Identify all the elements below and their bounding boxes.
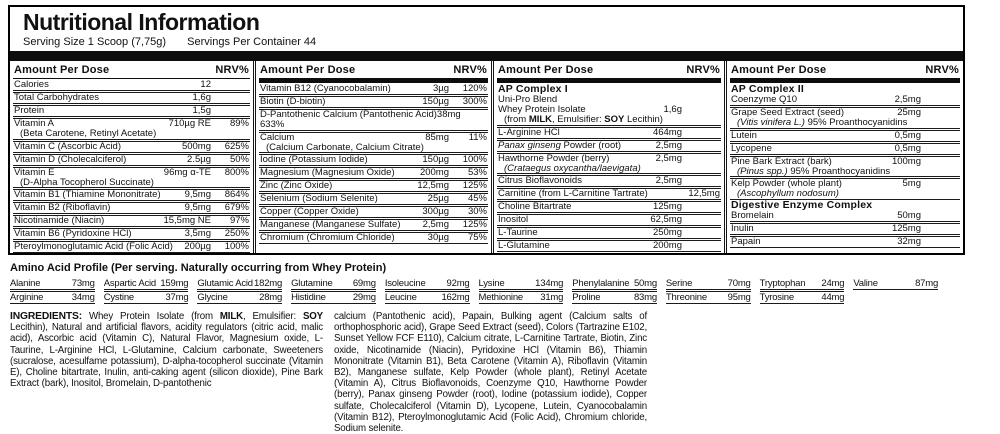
table-row	[730, 156, 960, 178]
amino-acid-row	[760, 291, 845, 304]
nutrient-name: Panax ginseng Powder (root)	[498, 139, 622, 151]
nutrient-amount: 5mg	[902, 178, 921, 189]
amino-acid-name: Valine	[853, 278, 878, 289]
amount-per-dose-header: Amount Per Dose	[731, 64, 827, 76]
nutrient-subtext: (Pinus spp.) 95% Proanthocyanidins	[737, 165, 891, 177]
amino-acid-row	[853, 278, 938, 290]
ingredients-text: Whey Protein Isolate (from	[82, 311, 220, 322]
nutrient-amount: 15,5mg NE	[163, 215, 211, 226]
nutrient-name: Calories	[14, 79, 49, 90]
amino-acid-value: 162mg	[441, 292, 470, 303]
amino-acid-name: Leucine	[384, 292, 417, 303]
nutrient-name: Calcium	[260, 131, 295, 143]
table-row	[497, 105, 721, 126]
amino-acid-row	[197, 278, 282, 290]
table-row	[13, 202, 250, 214]
nutrient-name: Magnesium (Magnesium Oxide)	[260, 167, 395, 178]
nutrient-amount: 3µg	[432, 83, 449, 94]
nutrient-column-3	[491, 61, 724, 253]
nutrient-nrv: 97%	[229, 215, 249, 226]
nutrient-rows	[497, 84, 721, 252]
nutrient-subtext: (Crataegus oxycantha/laevigata)	[504, 162, 641, 174]
nrv-header: NRV%	[925, 64, 959, 76]
amino-acid-row	[291, 278, 376, 290]
nutrient-name: Lycopene	[731, 142, 772, 154]
amino-acid-profile	[10, 262, 938, 304]
amino-acid-row	[197, 291, 282, 304]
nutrient-amount: 0,5mg	[894, 129, 921, 141]
allergen-milk: MILK	[219, 311, 243, 322]
table-row	[497, 201, 721, 213]
table-row	[13, 92, 250, 104]
amino-acid-row	[104, 291, 189, 304]
table-row	[497, 175, 721, 187]
amount-per-dose-header: Amount Per Dose	[14, 64, 110, 76]
header-divider-bar	[10, 51, 963, 61]
amount-per-dose-header: Amount Per Dose	[498, 64, 594, 76]
table-row	[13, 167, 250, 189]
nutrient-nrv: 800%	[224, 166, 249, 178]
nutrient-nrv: 50%	[229, 153, 249, 165]
nutrient-name: Inulin	[731, 222, 754, 234]
nutrient-name: Manganese (Manganese Sulfate)	[260, 219, 401, 230]
amino-pair-column	[479, 278, 564, 304]
nutrient-nrv: 75%	[467, 232, 487, 243]
amino-acid-row	[385, 278, 470, 290]
nutrient-amount: 62,5mg	[650, 214, 682, 225]
nutrient-column-2	[253, 61, 491, 253]
amino-acid-value: 69mg	[352, 278, 376, 289]
amino-acid-name: Alanine	[10, 278, 41, 289]
nutrient-nrv: 625%	[224, 140, 249, 152]
amino-acid-value: 87mg	[915, 278, 939, 289]
nutrient-name: Choline Bitartrate	[498, 201, 572, 212]
nutrient-amount: 250mg	[652, 227, 682, 238]
table-row	[730, 130, 960, 142]
nutrient-name: Coenzyme Q10	[731, 94, 798, 105]
nutrient-name: Iodine (Potassium Iodide)	[260, 154, 368, 165]
nutrient-amount: 0,5mg	[894, 142, 921, 154]
nutrient-amount: 150µg	[422, 96, 449, 107]
nutrient-nrv: 300%	[462, 96, 487, 107]
nutrient-amount: 38mg	[436, 109, 461, 120]
nutrient-name: Total Carbohydrates	[14, 92, 100, 103]
nutrient-rows	[13, 80, 250, 253]
amino-acid-value: 29mg	[352, 292, 376, 303]
nutrient-amount: 2,5mg	[655, 175, 682, 186]
nutrient-name: Uni-Pro Blend	[498, 94, 558, 105]
nutrient-amount: 9,5mg	[184, 202, 211, 213]
amino-acid-value: 182mg	[254, 278, 283, 289]
amino-acid-value: 34mg	[71, 292, 95, 303]
page-title: Nutritional Information	[23, 9, 260, 35]
nutrient-amount: 1,5g	[192, 105, 211, 116]
nutrient-name: Nicotinamide (Niacin)	[14, 215, 105, 226]
column-header	[259, 61, 488, 78]
table-row	[497, 188, 721, 200]
nutrient-name: L-Arginine HCl	[498, 126, 560, 138]
nutrient-column-4	[724, 61, 963, 253]
amino-acid-value: 92mg	[446, 278, 470, 289]
nutrient-amount: 25mg	[897, 107, 921, 118]
nutrient-name: AP Complex I	[498, 83, 568, 95]
nutrient-amount: 12,5mg	[688, 188, 720, 199]
amino-acid-row	[666, 291, 751, 304]
nutrient-amount: 2.5µg	[187, 153, 211, 165]
nutrient-nrv: 45%	[467, 193, 487, 204]
amino-acid-name: Serine	[665, 278, 693, 289]
nutrient-name: Digestive Enzyme Complex	[731, 198, 873, 211]
allergen-soy: SOY	[302, 311, 323, 322]
nutrient-amount: 85mg	[425, 131, 449, 143]
table-row	[730, 211, 960, 222]
amino-acid-name: Proline	[572, 292, 601, 303]
nutrient-amount: 96mg α-TE	[163, 166, 211, 178]
nutrient-name: Vitamin B12 (Cyanocobalamin)	[260, 83, 391, 94]
amino-pair-column	[104, 278, 189, 304]
amino-pair-column	[572, 278, 657, 304]
nutrient-amount: 2,5mg	[655, 152, 682, 164]
servings-per-container: Servings Per Container 44	[187, 36, 317, 48]
table-row	[259, 132, 488, 154]
nutrient-name: D-Pantothenic Calcium (Pantothenic Acid)	[260, 109, 437, 120]
table-row	[259, 193, 488, 205]
nutrient-amount: 500mg	[181, 140, 211, 152]
amino-acid-value: 73mg	[71, 278, 95, 289]
table-row	[497, 153, 721, 175]
amino-acid-value: 83mg	[633, 292, 657, 303]
nutrient-amount: 1,6g	[663, 104, 682, 115]
nutrient-amount: 12	[200, 79, 211, 90]
amino-acid-value: 134mg	[535, 278, 564, 289]
nutrient-amount: 2,5mg	[422, 219, 449, 230]
table-row	[497, 227, 721, 239]
amino-acid-name: Lysine	[478, 278, 505, 289]
nutrient-name: Biotin (D-biotin)	[260, 96, 326, 107]
nutrient-nrv: 125%	[462, 219, 487, 230]
amino-acid-value: 28mg	[259, 292, 283, 303]
table-row	[13, 228, 250, 240]
nutrient-amount: 300µg	[422, 206, 449, 217]
nutrient-name: Hawthorne Powder (berry)	[498, 152, 610, 164]
nutrient-name: Protein	[14, 105, 45, 116]
table-row	[259, 219, 488, 231]
column-header	[730, 61, 960, 78]
nutrient-amount: 710µg RE	[168, 118, 211, 129]
amino-acid-value: 31mg	[540, 292, 564, 303]
serving-size: Serving Size 1 Scoop (7,75g)	[23, 36, 167, 48]
nutrient-amount: 200mg	[652, 240, 682, 251]
amino-pair-column	[291, 278, 376, 304]
nutrient-amount: 12,5mg	[417, 180, 449, 191]
nutrient-columns	[10, 61, 963, 253]
amino-acid-value: 24mg	[821, 278, 845, 289]
nutrient-name: Vitamin B6 (Pyridoxine HCl)	[14, 228, 132, 239]
table-row	[259, 96, 488, 108]
table-row	[13, 141, 250, 153]
nutrient-nrv: 53%	[467, 167, 487, 178]
table-row	[497, 140, 721, 152]
nutrient-subtext: (Calcium Carbonate, Calcium Citrate)	[266, 141, 424, 153]
table-row	[730, 143, 960, 155]
nutrient-subtext: (from MILK, Emulsifier: SOY Lecithin)	[504, 114, 663, 125]
nutrient-rows	[730, 84, 960, 248]
amino-acid-name: Arginine	[10, 292, 44, 303]
column-header	[497, 61, 721, 78]
nutrient-name: Whey Protein Isolate	[498, 104, 586, 115]
table-row	[259, 167, 488, 179]
ingredients-column-1	[10, 311, 323, 434]
ingredients-text: , Emulsifier:	[242, 311, 303, 322]
nutrient-amount: 2,5mg	[655, 139, 682, 151]
nutrient-amount: 125mg	[652, 201, 682, 212]
nutrient-nrv: 100%	[224, 241, 249, 252]
nutrient-name: Papain	[731, 235, 761, 247]
nrv-header: NRV%	[686, 64, 720, 76]
amino-acid-row	[479, 278, 564, 290]
nutrient-name: Carnitine (from L-Carnitine Tartrate)	[498, 188, 648, 199]
table-row	[259, 84, 488, 95]
amino-acid-name: Histidine	[291, 292, 326, 303]
amino-acid-row	[385, 291, 470, 304]
nutrient-subtext: 633%	[260, 119, 285, 130]
amino-pair-column	[385, 278, 470, 304]
table-row	[259, 109, 488, 131]
nutrient-name: Citrus Bioflavonoids	[498, 175, 582, 186]
nrv-header: NRV%	[215, 64, 249, 76]
amino-pair-column	[760, 278, 845, 304]
nutrient-amount: 30µg	[427, 232, 449, 243]
nutrient-name: Vitamin D (Cholecalciferol)	[14, 153, 127, 165]
amino-acid-name: Glutamine	[291, 278, 333, 289]
table-row	[497, 127, 721, 139]
amino-pair-column	[197, 278, 282, 304]
nutrient-nrv: 864%	[224, 189, 249, 200]
nutrient-nrv: 125%	[462, 180, 487, 191]
nutrient-name: Copper (Copper Oxide)	[260, 206, 359, 217]
nutrient-amount: 3,5mg	[184, 228, 211, 239]
nutrient-name: Vitamin B2 (Riboflavin)	[14, 202, 111, 213]
table-row	[13, 215, 250, 227]
table-row	[259, 154, 488, 166]
amino-acid-value: 95mg	[727, 292, 751, 303]
amino-acid-name: Methionine	[478, 292, 523, 303]
amino-acid-row	[666, 278, 751, 290]
nutrient-name: Pteroylmonoglutamic Acid (Folic Acid)	[14, 241, 173, 252]
amino-acid-row	[479, 291, 564, 304]
ingredients-text: Lecithin), Natural and artificial flavors, acidity regulators (citric acid, malic acid), Ascorbic acid (Vitamin C), Natural Flavor, Magnesium oxide, L-Taurine, L-Arginine HCl, L-Glutamine, Calcium carbonate, Sweeteners (sucralose, acesulfame potassium), D-alpha-tocopherol succinate (Vitamin E), Choline bitartrate, Inulin, anti-caking agent (silicon dioxide), Pine Bark Extract (bark), Inositol, Bromelain, D-pantothenic	[10, 322, 323, 390]
nutrient-name: Bromelain	[731, 209, 774, 221]
nutrient-name: Vitamin A	[14, 118, 54, 129]
nutrient-nrv: 120%	[462, 83, 487, 94]
nutrient-name: Selenium (Sodium Selenite)	[260, 193, 378, 204]
nutrient-name: L-Taurine	[498, 227, 538, 238]
nutrient-amount: 125mg	[891, 222, 921, 234]
nrv-header: NRV%	[453, 64, 487, 76]
table-row	[13, 105, 250, 117]
nutrient-subtext: (D-Alpha Tocopherol Succinate)	[20, 176, 154, 188]
amino-pair-column	[853, 278, 938, 304]
nutrient-name: Vitamin C (Ascorbic Acid)	[14, 140, 121, 152]
table-row	[730, 223, 960, 235]
amino-acid-name: Isoleucine	[384, 278, 426, 289]
nutrient-amount: 200mg	[419, 167, 449, 178]
nutrient-nrv: 30%	[467, 206, 487, 217]
nutrient-column-1	[10, 61, 253, 253]
nutrient-amount: 25µg	[427, 193, 449, 204]
amino-acid-row	[10, 291, 95, 304]
table-row	[730, 236, 960, 248]
amino-acid-row	[291, 291, 376, 304]
amino-acid-value: 50mg	[633, 278, 657, 289]
amino-acid-row	[104, 278, 189, 290]
nutrition-panel	[8, 5, 965, 255]
nutrient-rows	[259, 84, 488, 244]
table-row	[730, 178, 960, 200]
nutrient-amount: 150µg	[422, 154, 449, 165]
nutrient-name: Lutein	[731, 129, 757, 141]
nutrient-subtext: (Ascophyllum nodosum)	[737, 188, 839, 199]
amino-acid-value: 159mg	[160, 278, 189, 289]
nutrient-name: L-Glutamine	[498, 240, 550, 251]
amino-acid-name: Aspartic Acid	[103, 278, 157, 289]
table-row	[730, 107, 960, 129]
amino-acid-name: Tyrosine	[759, 292, 794, 303]
nutrient-nrv: 679%	[224, 202, 249, 213]
nutrient-name: Chromium (Chromium Chloride)	[260, 232, 395, 243]
nutrient-name: Vitamin E	[14, 166, 55, 178]
amount-per-dose-header: Amount Per Dose	[260, 64, 356, 76]
nutrient-name: AP Complex II	[731, 83, 805, 95]
ingredients-label: INGREDIENTS:	[10, 311, 82, 322]
nutrient-name: Inositol	[498, 214, 529, 225]
amino-acid-row	[10, 278, 95, 290]
amino-acid-name: Threonine	[665, 292, 707, 303]
amino-acid-value: 37mg	[165, 292, 189, 303]
nutrient-subtext: (Beta Carotene, Retinyl Acetate)	[20, 128, 157, 139]
amino-acid-name: Glycine	[197, 292, 228, 303]
nutrient-amount: 1,6g	[192, 92, 211, 103]
amino-acid-value: 44mg	[821, 292, 845, 303]
nutrient-name: Zinc (Zinc Oxide)	[260, 180, 333, 191]
nutrient-nrv: 100%	[462, 154, 487, 165]
table-row	[13, 189, 250, 201]
nutrient-amount: 100mg	[891, 155, 921, 167]
table-row	[13, 80, 250, 91]
ingredients-section	[10, 311, 647, 434]
amino-acid-name: Cystine	[103, 292, 134, 303]
nutrient-name: Kelp Powder (whole plant)	[731, 178, 842, 189]
amino-acid-value: 70mg	[727, 278, 751, 289]
amino-pair-column	[10, 278, 95, 304]
amino-acid-profile-title: Amino Acid Profile (Per serving. Naturally occurring from Whey Protein)	[10, 262, 387, 274]
table-row	[13, 241, 250, 253]
amino-pair-column	[666, 278, 751, 304]
nutrient-nrv: 250%	[224, 228, 249, 239]
amino-acid-name: Phenylalanine	[572, 278, 630, 289]
nutrient-amount: 2,5mg	[894, 94, 921, 105]
column-header	[13, 61, 250, 78]
table-row	[259, 232, 488, 244]
nutrient-nrv: 89%	[229, 118, 249, 129]
amino-acid-name: Glutamic Acid	[197, 278, 253, 289]
nutrient-name: Pine Bark Extract (bark)	[731, 155, 832, 167]
nutrient-amount: 32mg	[897, 235, 921, 247]
nutrient-name: Vitamin B1 (Thiamine Mononitrate)	[14, 189, 161, 200]
nutrient-name: Grape Seed Extract (seed)	[731, 107, 844, 118]
amino-acid-name: Tryptophan	[759, 278, 806, 289]
amino-acid-row	[572, 278, 657, 290]
table-row	[497, 240, 721, 252]
amino-acid-grid	[10, 278, 938, 304]
table-row	[13, 118, 250, 140]
serving-info	[23, 36, 963, 48]
nutrient-amount: 200µg	[184, 241, 211, 252]
nutrient-subtext: (Vitis vinifera L.) 95% Proanthocyanidins	[737, 117, 908, 128]
nutrient-amount: 9,5mg	[184, 189, 211, 200]
table-row	[730, 95, 960, 106]
table-row	[259, 180, 488, 192]
table-row	[13, 154, 250, 166]
nutrient-amount: 464mg	[652, 126, 682, 138]
amino-acid-row	[760, 278, 845, 290]
table-row	[259, 206, 488, 218]
nutrient-nrv: 11%	[468, 131, 487, 143]
table-row	[497, 214, 721, 226]
nutrient-amount: 50mg	[897, 209, 921, 221]
amino-acid-row	[572, 291, 657, 304]
ingredients-column-2: calcium (Pantothenic acid), Papain, Bulking agent (Calcium salts of orthophosphoric acid), Grape Seed Extract (seed), Colors (Tartrazine E102, Sunset Yellow FCF E110), Calcium citrate, L-Carnitine Tartrate, Biotin, Zinc oxide, Nicotinamide (Niacin), Pyridoxine HCl (Vitamin B6), Thiamin Mononitrate (Vitamin B1), Beta Carotene (Vitamin A), Riboflavin (Vitamin B2), Manganese sulfate, Kelp Powder (whole plant), Retinyl Acetate (Vitamin A), Citrus Bioflavonoids, Coenzyme Q10, Hawthorne Powder (berry), Panax ginseng Powder (root), Iodine (potassium iodide), Copper sulfate, Cholecalciferol (Vitamin D), Lycopene, Lutein, Cyanocobalamin (Vitamin B12), Pteroylmonoglutamic Acid (Folic Acid), Chromium chloride, Sodium selenite.	[334, 311, 647, 434]
